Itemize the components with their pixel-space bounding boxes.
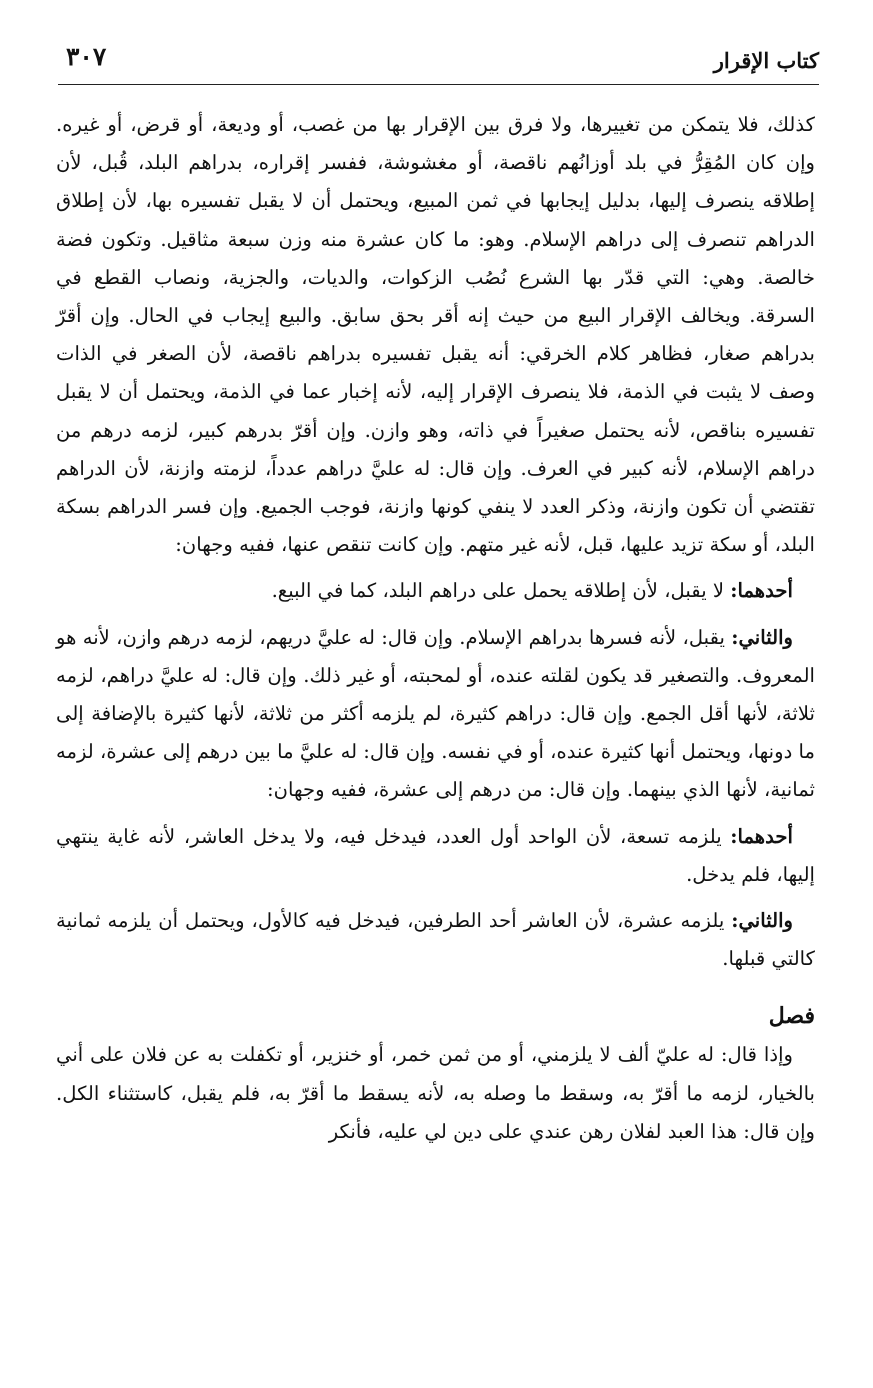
paragraph-2	[56, 572, 815, 610]
second-view-label: والثاني:	[731, 909, 793, 933]
second-view-label: والثاني:	[731, 625, 793, 649]
first-view-label: أحدهما:	[730, 579, 793, 603]
paragraph-5	[56, 902, 815, 978]
section-title: فصل	[768, 1003, 815, 1030]
paragraph-6: وإذا قال: له عليّ ألف لا يلزمني، أو من ثمن خمر، أو خنزير، أو تكفلت به عن فلان على أني بالخيار، لزمه ما أقرّ به، وسقط ما وصله به، لأنه يسقط ما أقرّ به، فلم يقبل، كاستثناء الكل. وإن قال: هذا العبد لفلان رهن عندي على دين لي عليه، فأنكر	[56, 1043, 815, 1143]
first-view-text: لا يقبل، لأن إطلاقه يحمل على دراهم البلد، كما في البيع.	[271, 579, 731, 603]
first-view-label: أحدهما:	[730, 824, 793, 848]
first-view-text: يلزمه تسعة، لأن الواحد أول العدد، فيدخل فيه، ولا يدخل العاشر، لأنه غاية ينتهي إليها، فلم يدخل.	[56, 824, 815, 886]
running-header	[58, 40, 819, 85]
book-title: كتاب الإقرار	[713, 48, 819, 73]
paragraph-4	[56, 818, 815, 894]
paragraph-3	[56, 619, 815, 810]
page-body	[56, 106, 815, 1151]
paragraph-1: كذلك، فلا يتمكن من تغييرها، ولا فرق بين الإقرار بها من غصب، أو وديعة، أو قرض، أو غيره. وإن كان المُقِرُّ في بلد أوزانُهم ناقصة، أو مغشوشة، ففسر إقراره، بدراهم البلد، قُبل، لأن إطلاقه ينصرف إليها، بدليل إيجابها في ثمن المبيع، ويحتمل أن لا يقبل تفسيره بها، لأن إطلاق الدراهم تنصرف إلى دراهم الإسلام. وهو: ما كان عشرة منه وزن سبعة مثاقيل. وتكون فضة خالصة. وهي: التي قدّر بها الشرع نُصُب الزكوات، والديات، والجزية، ونصاب القطع في السرقة. ويخالف الإقرار البيع من حيث إنه أقر بحق سابق. والبيع إيجاب في الحال. وإن أقرّ بدراهم صغار، فظاهر كلام الخرقي: أنه يقبل تفسيره بدراهم ناقصة، لأن الصغر في الذات وصف لا يثبت في الذمة، فلا ينصرف الإقرار إليه، لأنه إخبار عما في الذمة، ويحتمل أن لا يقبل تفسيره بناقص، لأنه يحتمل صغيراً في ذاته، وهو وازن. وإن أقرّ بدرهم كبير، لزمه درهم من دراهم الإسلام، لأنه كبير في العرف. وإن قال: له عليَّ دراهم عدداً، لزمته وازنة، لأن الدراهم تقتضي أن تكون وازنة، وذكر العدد لا ينفي كونها وازنة، فوجب الجميع. وإن فسر الدراهم بسكة البلد، أو سكة تزيد عليها، قبل، لأنه غير متهم. وإن كانت تنقص عنها، ففيه وجهان:	[56, 113, 815, 557]
second-view-text: يلزمه عشرة، لأن العاشر أحد الطرفين، فيدخل فيه كالأول، ويحتمل أن يلزمه ثمانية كالتي قبلها.	[56, 909, 815, 971]
page-number: ٣٠٧	[66, 42, 107, 71]
second-view-text: يقبل، لأنه فسرها بدراهم الإسلام. وإن قال: له عليَّ دريهم، لزمه درهم وازن، لأنه هو المعروف. والتصغير قد يكون لقلته عنده، أو لمحبته، أو غير ذلك. وإن قال: له عليَّ دراهم، لزمه ثلاثة، لأنها أقل الجمع. وإن قال: دراهم كثيرة، لم يلزمه أكثر من ثلاثة، لأنها كثيرة بالإضافة إلى ما دونها، ويحتمل أنها كثيرة عنده، أو في نفسه. وإن قال: له عليَّ ما بين درهم إلى عشرة، لزمه ثمانية، لأنها الذي بينهما. وإن قال: من درهم إلى عشرة، ففيه وجهان:	[56, 625, 815, 802]
